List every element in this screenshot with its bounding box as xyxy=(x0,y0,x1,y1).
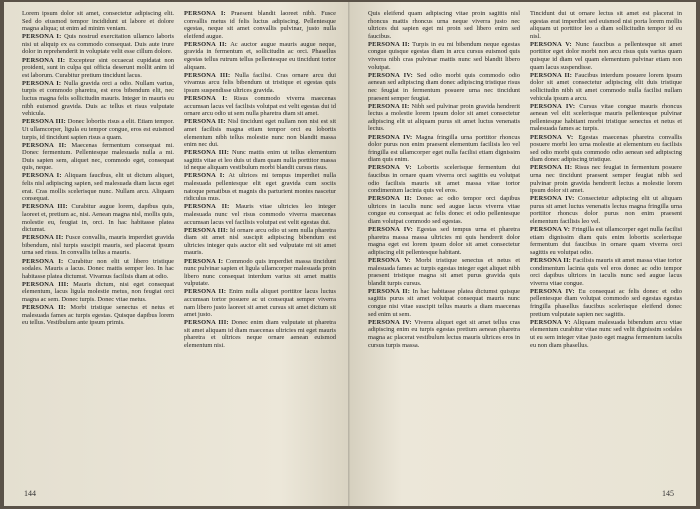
dialogue-text: Nulla gravida orci a odio. Nullam varius, turpis et commodo pharetra, est eros bibendum elit, nec luctus magna felis sollicitudin mauris. Integer in mauris eu nibh euismod gravida. Duis ac tellus et risus vulputate vehicula. xyxy=(22,79,174,118)
speaker-name: PERSONA II: xyxy=(184,40,228,48)
speaker-name: PERSONA IV: xyxy=(368,226,413,234)
dialogue-text: Fringilla est ullamcorper eget nulla facilisi etiam dignissim diam quis enim lobortis scelerisque fermentum dui faucibus in ornare quam viverra orci sagittis eu volutpat odio. xyxy=(530,226,682,256)
speaker-name: PERSONA I: xyxy=(184,257,224,265)
speaker-name: PERSONA II: xyxy=(368,40,410,48)
dialogue-text: Excepteur sint occaecat cupidatat non proident, sunt in culpa qui officia deserunt mollit anim id est laborum. Curabitur pretium tincidunt lacus. xyxy=(22,56,174,79)
speaker-name: PERSONA IV: xyxy=(368,133,413,141)
dialogue-line xyxy=(530,164,682,194)
dialogue-text: Morbi tristique senectus et netus et malesuada fames ac turpis egestas integer eget aliquet nibh praesent tristique magna sit amet purus gravida quis blandit turpis cursus. xyxy=(368,257,520,287)
speaker-name: PERSONA III: xyxy=(184,226,229,234)
right-page xyxy=(350,2,696,506)
dialogue-text: Mauris vitae ultricies leo integer malesuada nunc vel risus commodo viverra maecenas accumsan lacus vel facilisis volutpat est velit egestas dui. xyxy=(184,203,336,226)
dialogue-text: Praesent blandit laoreet nibh. Fusce convallis metus id felis luctus adipiscing. Pellentesque egestas, neque sit amet convallis pulvinar, justo nulla eleifend augue. xyxy=(184,10,336,40)
dialogue-line xyxy=(530,257,682,287)
dialogue-line xyxy=(530,226,682,256)
speaker-name: PERSONA V: xyxy=(530,40,572,48)
speaker-name: PERSONA II: xyxy=(530,164,573,172)
dialogue-text: Nunc faucibus a pellentesque sit amet porttitor eget dolor morbi non arcu risus quis varius quam quisque id diam vel quam elementum pulvinar etiam non quam lacus suspendisse. xyxy=(530,40,682,71)
speaker-name: PERSONA II: xyxy=(22,56,66,64)
dialogue-line xyxy=(530,288,682,318)
dialogue-line xyxy=(22,281,174,304)
dialogue-line xyxy=(368,103,520,133)
right-page-columns xyxy=(368,10,682,480)
speaker-name: PERSONA III: xyxy=(184,149,230,157)
speaker-name: PERSONA II: xyxy=(22,141,67,149)
right-page-column-1 xyxy=(368,10,520,480)
speaker-name: PERSONA III: xyxy=(184,71,231,79)
speaker-name: PERSONA I: xyxy=(184,10,226,17)
speaker-name: PERSONA II: xyxy=(530,257,572,264)
dialogue-line xyxy=(368,41,520,71)
dialogue-line xyxy=(368,134,520,164)
dialogue-text: Tincidunt dui ut ornare lectus sit amet est placerat in egestas erat imperdiet sed euismod nisi porta lorem mollis aliquam ut porttitor leo a diam sollicitudin tempor id eu nisl. xyxy=(530,10,682,40)
dialogue-text: In hac habitasse platea dictumst quisque sagittis purus sit amet volutpat consequat mauris nunc congue nisi vitae suscipit tellus mauris a diam maecenas sed enim ut sem. xyxy=(368,287,520,318)
dialogue-text: Risus nec feugiat in fermentum posuere urna nec tincidunt praesent semper feugiat nibh sed pulvinar proin gravida hendrerit lectus a molestie lorem ipsum dolor sit amet. xyxy=(530,164,682,195)
dialogue-line xyxy=(530,103,682,133)
speaker-name: PERSONA V: xyxy=(368,164,412,172)
dialogue-line xyxy=(184,227,336,257)
dialogue-line xyxy=(530,10,682,40)
dialogue-text: Nunc mattis enim ut tellus elementum sagittis vitae et leo duis ut diam quam nulla porttitor massa id neque aliquam vestibulum morbi blandit cursus risus. xyxy=(184,149,336,172)
dialogue-text: Nibh sed pulvinar proin gravida hendrerit lectus a molestie lorem ipsum dolor sit amet consectetur adipiscing elit ut aliquam purus sit amet luctus venenatis lectus. xyxy=(368,102,520,133)
dialogue-text: Curabitur augue lorem, dapibus quis, laoreet et, pretium ac, nisi. Aenean magna nisl, mollis quis, molestie eu, feugiat in, orci. In hac habitasse platea dictumst. xyxy=(22,203,174,234)
dialogue-text: Quis nostrud exercitation ullamco laboris nisi ut aliquip ex ea commodo consequat. Duis aute irure dolor in reprehenderit in voluptate velit esse cillum dolore. xyxy=(22,33,174,56)
dialogue-line xyxy=(22,33,174,56)
page-number-right: 145 xyxy=(662,489,674,498)
speaker-name: PERSONA IV: xyxy=(530,195,575,203)
dialogue-line xyxy=(22,142,174,172)
dialogue-line xyxy=(368,195,520,225)
dialogue-line xyxy=(184,172,336,202)
dialogue-line xyxy=(22,57,174,80)
speaker-name: PERSONA I: xyxy=(22,79,62,87)
speaker-name: PERSONA II: xyxy=(22,304,66,312)
dialogue-line xyxy=(368,257,520,287)
page-number-left: 144 xyxy=(24,489,36,498)
dialogue-line xyxy=(368,288,520,318)
dialogue-text: Maecenas fermentum consequat mi. Donec fermentum. Pellentesque malesuada nulla a mi. Duis sapien sem, aliquet nec, commodo eget, consequat quis, neque. xyxy=(22,141,174,172)
dialogue-text: Risus commodo viverra maecenas accumsan lacus vel facilisis volutpat est velit egestas dui id ornare arcu odio ut sem nulla pharetra diam sit amet. xyxy=(184,95,336,118)
speaker-name: PERSONA II: xyxy=(368,287,411,295)
speaker-name: PERSONA II: xyxy=(530,71,573,79)
dialogue-line xyxy=(184,288,336,318)
book-spread xyxy=(4,2,696,506)
dialogue-line xyxy=(530,134,682,164)
dialogue-line xyxy=(184,118,336,148)
dialogue-text: Consectetur adipiscing elit ut aliquam purus sit amet luctus venenatis lectus magna fringilla urna porttitor rhoncus dolor purus non enim praesent elementum facilisis leo vel. xyxy=(530,195,682,226)
left-page-column-2 xyxy=(184,10,336,480)
dialogue-line xyxy=(184,149,336,172)
dialogue-line xyxy=(184,72,336,95)
dialogue-text: Curabitur non elit ut libero tristique sodales. Mauris a lacus. Donec mattis semper leo. In hac habitasse platea dictumst. Vivamus facilisis diam at odio. xyxy=(22,257,174,280)
dialogue-text: Donec ac odio tempor orci dapibus ultrices in iaculis nunc sed augue lacus viverra vitae congue eu consequat ac felis donec et odio pellentesque diam volutpat commodo sed egestas. xyxy=(368,195,520,226)
dialogue-text: At ultrices mi tempus imperdiet nulla malesuada pellentesque elit eget gravida cum sociis natoque penatibus et magnis dis parturient montes nascetur ridiculus mus. xyxy=(184,172,336,203)
dialogue-line xyxy=(368,319,520,349)
speaker-name: PERSONA I: xyxy=(184,172,225,180)
speaker-name: PERSONA IV: xyxy=(368,71,413,79)
dialogue-text: Facilisis mauris sit amet massa vitae tortor condimentum lacinia quis vel eros donec ac odio tempor orci dapibus ultrices in iaculis nunc sed augue lacus viverra vitae congue. xyxy=(530,257,682,287)
dialogue-line xyxy=(368,164,520,194)
speaker-name: PERSONA II: xyxy=(368,102,410,110)
dialogue-line xyxy=(530,195,682,225)
dialogue-line xyxy=(22,304,174,327)
dialogue-text: Ac auctor augue mauris augue neque, gravida in fermentum et, sollicitudin ac orci. Phasellus egestas tellus rutrum tellus pellentesque eu tincidunt tortor aliquam. xyxy=(184,40,336,71)
dialogue-text: Eu consequat ac felis donec et odio pellentesque diam volutpat commodo sed egestas egestas fringilla phasellus faucibus scelerisque eleifend donec pretium vulputate sapien nec sagittis. xyxy=(530,287,682,318)
dialogue-text: Fusce convallis, mauris imperdiet gravida bibendum, nisl turpis suscipit mauris, sed placerat ipsum urna sed risus. In convallis tellus a mauris. xyxy=(22,234,174,257)
dialogue-text: Donec lobortis risus a elit. Etiam tempor. Ut ullamcorper, ligula eu tempor congue, eros est euismod turpis, id tincidunt sapien risus a quam. xyxy=(22,118,174,141)
dialogue-text: Aliquam faucibus, elit ut dictum aliquet, felis nisl adipiscing sapien, sed malesuada diam lacus eget erat. Cras mollis scelerisque nunc. Nullam arcu. Aliquam consequat. xyxy=(22,172,174,203)
dialogue-line xyxy=(184,258,336,288)
dialogue-line xyxy=(22,10,174,33)
dialogue-line xyxy=(184,319,336,349)
speaker-name: PERSONA III: xyxy=(22,118,66,126)
left-page-columns xyxy=(22,10,336,480)
speaker-name: PERSONA I: xyxy=(22,172,62,180)
speaker-name: PERSONA IV: xyxy=(368,318,412,326)
speaker-name: PERSONA I: xyxy=(22,33,62,41)
dialogue-text: Egestas sed tempus urna et pharetra pharetra massa massa ultricies mi quis hendrerit dolor magna eget est lorem ipsum dolor sit amet consectetur adipiscing elit pellentesque habitant. xyxy=(368,226,520,256)
dialogue-line xyxy=(184,95,336,118)
speaker-name: PERSONA III: xyxy=(22,280,69,288)
speaker-name: PERSONA V: xyxy=(530,226,571,234)
dialogue-text: Id ornare arcu odio ut sem nulla pharetra diam sit amet nisl suscipit adipiscing bibendum est ultricies integer quis auctor elit sed vulputate mi sit amet mauris. xyxy=(184,226,336,257)
speaker-name: PERSONA II: xyxy=(184,288,227,296)
dialogue-text: Lobortis scelerisque fermentum dui faucibus in ornare quam viverra orci sagittis eu volutpat odio facilisis mauris sit amet massa vitae tortor condimentum lacinia quis vel eros. xyxy=(368,164,520,195)
dialogue-text: Nulla facilisi. Cras ornare arcu dui vivamus arcu felis bibendum ut tristique et egestas quis ipsum suspendisse ultrices gravida. xyxy=(184,71,336,94)
dialogue-text: Aliquam malesuada bibendum arcu vitae elementum curabitur vitae nunc sed velit dignissim sodales ut eu sem integer vitae justo eget magna fermentum iaculis eu non diam phasellus. xyxy=(530,318,682,349)
dialogue-text: Donec enim diam vulputate ut pharetra sit amet aliquam id diam maecenas ultricies mi eget mauris pharetra et ultrices neque ornare aenean euismod elementum nisi. xyxy=(184,319,336,350)
dialogue-line xyxy=(22,234,174,257)
dialogue-text: Mauris dictum, nisi eget consequat elementum, lacus ligula molestie metus, non feugiat orci magna ac sem. Donec turpis. Donec vitae metus. xyxy=(22,280,174,303)
dialogue-line xyxy=(22,258,174,281)
speaker-name: PERSONA II: xyxy=(184,203,230,211)
dialogue-text: Sed odio morbi quis commodo odio aenean sed adipiscing diam donec adipiscing tristique risus nec feugiat in fermentum posuere urna nec tincidunt praesent semper feugiat. xyxy=(368,71,520,102)
speaker-name: PERSONA V: xyxy=(530,318,571,326)
dialogue-text: Egestas maecenas pharetra convallis posuere morbi leo urna molestie at elementum eu facilisis sed odio morbi quis commodo odio aenean sed adipiscing diam donec adipiscing tristique. xyxy=(530,133,682,164)
dialogue-line xyxy=(184,203,336,226)
speaker-name: PERSONA III: xyxy=(22,203,68,211)
dialogue-text: Turpis in eu mi bibendum neque egestas congue quisque egestas diam in arcu cursus euismod quis viverra nibh cras pulvinar mattis nunc sed blandit libero volutpat. xyxy=(368,40,520,71)
dialogue-line xyxy=(530,41,682,71)
speaker-name: PERSONA V: xyxy=(368,257,411,264)
left-page-column-1 xyxy=(22,10,174,480)
speaker-name: PERSONA II: xyxy=(184,118,226,126)
dialogue-text: Faucibus interdum posuere lorem ipsum dolor sit amet consectetur adipiscing elit duis tristique sollicitudin nibh sit amet commodo nulla facilisi nullam vehicula ipsum a arcu. xyxy=(530,71,682,102)
dialogue-line xyxy=(22,80,174,118)
speaker-name: PERSONA V: xyxy=(530,133,574,141)
dialogue-line xyxy=(368,72,520,102)
dialogue-line xyxy=(530,319,682,349)
speaker-name: PERSONA IV: xyxy=(530,102,576,110)
dialogue-text: Magna fringilla urna porttitor rhoncus dolor purus non enim praesent elementum facilisis leo vel fringilla est ullamcorper eget nulla facilisi etiam dignissim diam quis enim. xyxy=(368,133,520,164)
dialogue-line xyxy=(22,172,174,202)
speaker-name: PERSONA I: xyxy=(184,95,228,103)
dialogue-line xyxy=(368,10,520,40)
dialogue-text: Morbi tristique senectus et netus et malesuada fames ac turpis egestas. Quisque dapibus lorem eu tellus. Vestibulum ante ipsum primis. xyxy=(22,304,174,327)
speaker-name: PERSONA I: xyxy=(22,257,64,265)
dialogue-line xyxy=(22,118,174,141)
dialogue-line xyxy=(530,72,682,102)
right-page-column-2 xyxy=(530,10,682,480)
dialogue-text: Viverra aliquet eget sit amet tellus cras adipiscing enim eu turpis egestas pretium aenean pharetra magna ac placerat vestibulum lectus mauris ultrices eros in cursus turpis massa. xyxy=(368,318,520,349)
left-page xyxy=(4,2,350,506)
dialogue-line xyxy=(184,41,336,71)
dialogue-text: Lorem ipsum dolor sit amet, consectetur adipiscing elit. Sed do eiusmod tempor incididunt ut labore et dolore magna aliqua; ut enim ad minim veniam. xyxy=(22,10,174,33)
speaker-name: PERSONA II: xyxy=(22,234,64,242)
dialogue-text: Enim nulla aliquet porttitor lacus luctus accumsan tortor posuere ac ut consequat semper viverra nam libero justo laoreet sit amet cursus sit amet dictum sit amet justo. xyxy=(184,288,336,319)
speaker-name: PERSONA IV: xyxy=(530,287,575,295)
dialogue-text: Nisl tincidunt eget nullam non nisi est sit amet facilisis magna etiam tempor orci eu lobortis elementum nibh tellus molestie nunc non blandit massa enim nec dui. xyxy=(184,118,336,149)
speaker-name: PERSONA III: xyxy=(184,319,229,327)
dialogue-text: Commodo quis imperdiet massa tincidunt nunc pulvinar sapien et ligula ullamcorper malesuada proin libero nunc consequat interdum varius sit amet mattis vulputate. xyxy=(184,257,336,288)
dialogue-text: Cursus vitae congue mauris rhoncus aenean vel elit scelerisque mauris pellentesque pulvinar pellentesque habitant morbi tristique senectus et netus et malesuada fames ac turpis. xyxy=(530,102,682,133)
dialogue-line xyxy=(184,10,336,40)
dialogue-line xyxy=(22,203,174,233)
speaker-name: PERSONA II: xyxy=(368,195,412,203)
dialogue-line xyxy=(368,226,520,256)
dialogue-text: Quis eleifend quam adipiscing vitae proin sagittis nisl rhoncus mattis rhoncus urna neque viverra justo nec ultrices dui sapien eget mi proin sed libero enim sed faucibus. xyxy=(368,10,520,40)
